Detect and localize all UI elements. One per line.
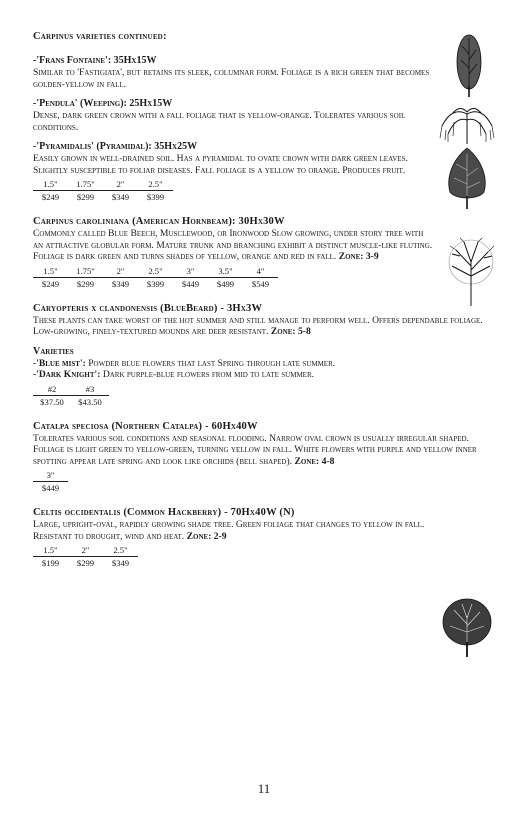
entry-title: -'Pendula' (Weeping): 25Hx15W — [33, 98, 173, 109]
entry-description: Similar to 'Fastigiata', but retains its sleek, columnar form. Foliage is a rich green that becomes golden-yellow in fall. — [33, 67, 430, 90]
entry-frans-fontaine — [33, 55, 433, 90]
entry-title: Caryopteris x clandonensis (BlueBeard) - 3Hx3W — [33, 302, 263, 314]
zone-label: Zone: 5-8 — [270, 326, 311, 337]
description-text: Large, upright-oval, rapidly growing shade tree. Green foliage that changes to yellow in fall. Resistant to drought, wind and heat. — [33, 519, 425, 542]
price-cell: $249 — [41, 278, 60, 289]
size-cell: 1.75" — [68, 265, 103, 278]
price-cell: $299 — [76, 278, 95, 289]
variety-name: -'Blue mist': — [33, 357, 86, 369]
entry-description — [33, 228, 433, 263]
price-cell: $199 — [41, 558, 60, 568]
size-cell: 3" — [173, 265, 208, 278]
price-cell: $449 — [181, 278, 200, 289]
price-cell: $37.50 — [40, 396, 64, 407]
entry-catalpa-speciosa — [33, 420, 493, 495]
entry-description — [33, 433, 493, 468]
price-cell: $449 — [41, 483, 60, 493]
content-column — [33, 30, 493, 569]
entry-description — [33, 519, 433, 542]
variety-description: Powder blue flowers that last Spring through late summer. — [88, 357, 336, 369]
size-cell: #2 — [33, 383, 71, 396]
price-table — [33, 178, 173, 203]
variety-description: Dark purple-blue flowers from mid to late summer. — [102, 369, 315, 380]
zone-label: Zone: 2-9 — [186, 530, 227, 542]
size-cell: 2.5" — [138, 265, 173, 278]
entry-title: Celtis occidentalis (Common Hackberry) - 70Hx40W (N) — [33, 507, 295, 518]
entry-description: Easily grown in well-drained soil. Has a pyramidal to ovate crown with dark green leaves. Slightly susceptible to foliar diseases. Fall foliage is a yellow to orange. Produces fruit. — [33, 153, 408, 176]
size-cell: 1.5" — [33, 178, 68, 191]
description-text: These plants can take worst of the hot summer and still manage to perform well. Offers dependable foliage. Low-growing, finely-textured mounds are deer resistant. — [33, 314, 483, 337]
size-cell: #3 — [71, 383, 109, 396]
price-cell: $499 — [216, 278, 235, 289]
price-cell: $349 — [111, 558, 130, 568]
price-cell: $399 — [146, 192, 165, 202]
variety-dark-knight — [33, 369, 493, 381]
price-cell: $549 — [251, 278, 270, 289]
entry-pyramidalis — [33, 141, 433, 203]
size-cell: 2" — [68, 544, 103, 557]
page-heading: Carpinus varieties continued: — [33, 31, 167, 42]
price-table — [33, 544, 138, 569]
entry-caryopteris — [33, 302, 493, 408]
entry-title: Catalpa speciosa (Northern Catalpa) - 60Hx40W — [33, 420, 258, 432]
entry-description — [33, 315, 493, 338]
price-cell: $299 — [76, 192, 95, 202]
price-cell: $349 — [111, 278, 130, 289]
size-cell: 1.75" — [68, 178, 103, 191]
size-cell: 2.5" — [138, 178, 173, 191]
entry-carpinus-caroliniana — [33, 215, 433, 290]
size-cell: 1.5" — [33, 265, 68, 278]
entry-celtis-occidentalis — [33, 506, 433, 569]
variety-name: -'Dark Knight': — [33, 369, 101, 380]
entry-title: -'Frans Fontaine': 35Hx15W — [33, 55, 157, 66]
price-table — [33, 383, 109, 408]
size-cell: 2" — [103, 265, 138, 278]
price-cell: $299 — [76, 558, 95, 568]
price-cell: $399 — [146, 278, 165, 289]
size-cell: 1.5" — [33, 544, 68, 557]
entry-title: Carpinus caroliniana (American Hornbeam): 30Hx30W — [33, 216, 285, 227]
price-cell: $43.50 — [78, 396, 102, 407]
entry-description: Dense, dark green crown with a fall foliage that is yellow-orange. Tolerates various soil conditions. — [33, 110, 406, 133]
size-cell: 2" — [103, 178, 138, 191]
zone-label: Zone: 4-8 — [294, 455, 335, 467]
description-text: Tolerates various soil conditions and seasonal flooding. Narrow oval crown is usually irregular shaped. Foliage is light green to yellow-green, turning yellow in fall. White flowers with purple and yellow inner spotting appear late spring and look like orchids (bell shaped). — [33, 432, 477, 467]
entry-title: -'Pyramidalis' (Pyramidal): 35Hx25W — [33, 141, 198, 152]
zone-label: Zone: 3-9 — [338, 251, 379, 262]
entry-pendula — [33, 98, 433, 133]
price-table — [33, 469, 68, 494]
size-cell: 3" — [33, 469, 68, 482]
oval-shade-tree-icon — [440, 596, 494, 658]
varieties-label: Varieties — [33, 345, 74, 357]
size-cell: 4" — [243, 265, 278, 278]
size-cell: 3.5" — [208, 265, 243, 278]
size-cell: 2.5" — [103, 544, 138, 557]
price-table — [33, 265, 278, 290]
page-number: 11 — [257, 781, 271, 796]
variety-blue-mist — [33, 358, 493, 370]
price-cell: $249 — [41, 192, 60, 202]
price-cell: $349 — [111, 192, 130, 202]
description-text: Commonly called Blue Beech, Musclewood, or Ironwood Slow growing, under story tree with an attractive globular form. Mature trunk and branching exhibit a distinct muscle-like fluting. Foliage is dark green and turns shades of yellow, orange and red in fall. — [33, 228, 433, 262]
